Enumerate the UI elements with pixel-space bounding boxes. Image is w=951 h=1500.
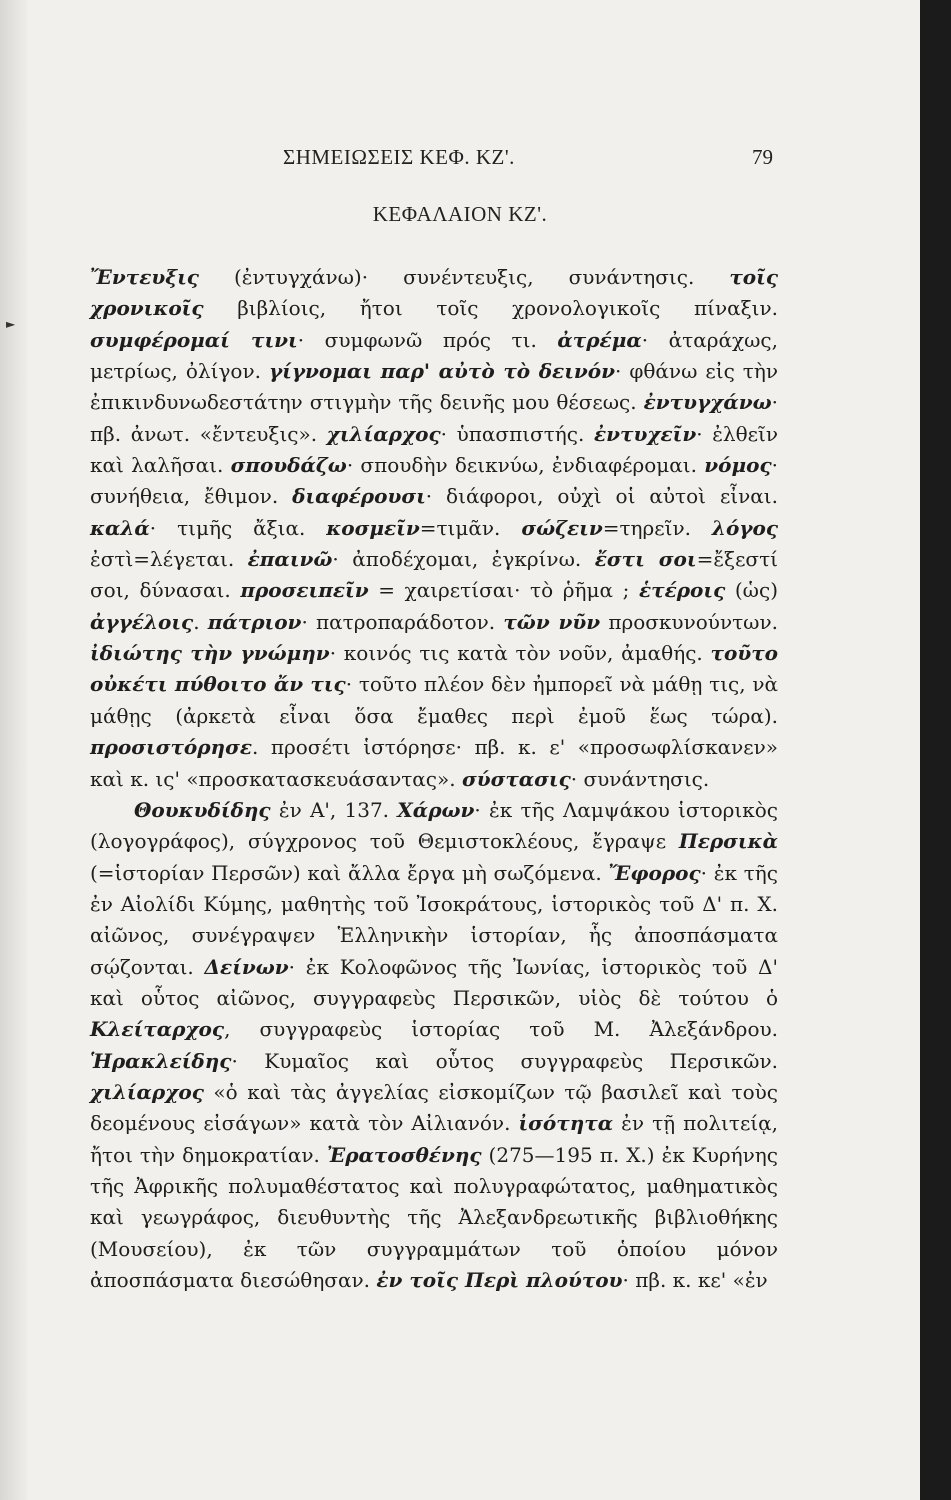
headword: Περσικὰ <box>678 829 778 854</box>
gloss-text: =τιμᾶν. <box>419 515 522 540</box>
gloss-text: «ὁ καὶ τὰς ἀγγελίας εἰσκομίζων τῷ βασιλεῖ καὶ τοὺς δεομένους εἰσάγων» κατὰ τὸν Αἰλιανόν. <box>90 1079 778 1136</box>
headword: Ἡρακλείδης <box>90 1048 232 1073</box>
gloss-text: , συγγραφεὺς ἱστορίας τοῦ Μ. Ἀλεξάνδρου. <box>224 1017 778 1042</box>
gloss-text: =ἔξεστί σοι, δύνασαι. <box>90 547 778 603</box>
headword: ἰδιώτης τὴν γνώμην <box>90 641 330 666</box>
gloss-text: · ἐκ Κολοφῶνος τῆς Ἰωνίας, ἱστορικὸς τοῦ Δ' καὶ οὗτος αἰῶνος, συγγραφεὺς Περσικῶν, υἱὸς δὲ τούτου ὁ <box>90 954 778 1010</box>
headword: Κλείταρχος <box>90 1017 225 1042</box>
gloss-text: προσκυνούντων. <box>600 609 778 634</box>
paragraph <box>90 795 778 1297</box>
gloss-text: · πβ. κ. κε' «ἐν <box>622 1268 768 1292</box>
headword: τοῦτο οὐκέτι πύθοιτο ἄν τις <box>90 641 778 697</box>
gloss-text: (ὡς) <box>725 578 778 603</box>
headword: πάτριον <box>207 609 302 634</box>
gloss-text: · συμφωνῶ πρός τι. <box>297 327 558 352</box>
gloss-text: · κοινός τις κατὰ τὸν νοῦν, ἀμαθής. <box>329 641 711 666</box>
gloss-text: · πβ. ἀνωτ. «ἔντευξις». <box>90 390 778 446</box>
headword: ἀγγέλοις <box>90 609 194 634</box>
gloss-text: · Κυμαῖος καὶ οὗτος συγγραφεὺς Περσικῶν. <box>231 1048 778 1073</box>
headword: καλά <box>90 515 150 540</box>
headword: διαφέρουσι <box>292 484 426 509</box>
chapter-title: ΚΕΦΑΛΑΙΟΝ ΚΖ'. <box>372 202 548 226</box>
gloss-text: · τιμῆς ἄξια. <box>149 515 327 540</box>
paragraph <box>90 262 778 795</box>
gloss-text: · συνήθεια, ἔθιμον. <box>90 453 778 509</box>
headword: ἑτέροις <box>638 578 726 603</box>
headword: σώζειν <box>521 515 603 540</box>
headword: χιλίαρχος <box>326 421 441 446</box>
margin-arrow-mark: ► <box>6 317 16 331</box>
gloss-text: · φθάνω εἰς τὴν ἐπικινδυνωδεστάτην στιγμὴν τῆς δεινῆς μου θέσεως. <box>90 359 778 415</box>
gloss-text: · ἀποδέχομαι, ἐγκρίνω. <box>332 547 595 572</box>
headword: Δείνων <box>204 954 289 979</box>
gloss-text: . προσέτι ἱστόρησε· πβ. κ. ε' «προσωφλίσκανεν» καὶ κ. ις' «προσκατασκευάσαντας». <box>90 735 778 791</box>
gloss-text: =τηρεῖν. <box>602 515 712 540</box>
headword: σπουδάζω <box>230 453 347 478</box>
headword: Ἔφορος <box>608 860 701 885</box>
headword: νόμος <box>704 453 772 478</box>
gloss-text: · ὑπασπιστής. <box>440 421 594 446</box>
headword: ἔστι σοι <box>594 547 697 572</box>
running-head <box>283 145 773 179</box>
headword: γίγνομαι παρ' αὐτὸ τὸ δεινόν <box>268 359 615 384</box>
gloss-text: = χαιρετίσαι· τὸ ῥῆμα ; <box>368 578 639 603</box>
running-title: ΣΗΜΕΙΩΣΕΙΣ ΚΕΦ. ΚΖ'. <box>283 145 515 169</box>
gloss-text: · σπουδὴν δεικνύω, ἐνδιαφέρομαι. <box>346 453 705 478</box>
page-number: 79 <box>752 145 773 169</box>
gloss-text: (275—195 π. Χ.) ἐκ Κυρήνης τῆς Ἀφρικῆς πολυμαθέστατος καὶ πολυγραφώτατος, μαθηματικὸς καὶ γεωγράφος, διευθυντὴς τῆς Ἀλεξανδρεωτικῆς βιβλιοθήκης (Μουσείου), ἐκ τῶν συγγραμμάτων τοῦ ὁποίου μόνον ἀποσπάσματα διεσώθησαν. <box>90 1142 778 1292</box>
gloss-text: · τοῦτο πλέον δὲν ἠμπορεῖ νὰ μάθῃ τις, νὰ μάθῃς (ἀρκετὰ εἶναι ὅσα ἔμαθες περὶ ἐμοῦ ἕως τώρα). <box>90 672 778 728</box>
headword: Ἔντευξις <box>90 265 199 289</box>
gloss-text: · πατροπαράδοτον. <box>301 609 504 634</box>
headword: ἀτρέμα <box>557 327 642 352</box>
gloss-text: · ἀταράχως, μετρίως, ὀλίγον. <box>90 327 778 384</box>
headword: προσειπεῖν <box>240 578 369 603</box>
headword: Ἐρατοσθένης <box>326 1142 482 1167</box>
headword: σύστασις <box>461 766 571 791</box>
headword: κοσμεῖν <box>326 515 420 540</box>
headword: Θουκυδίδης <box>134 797 271 822</box>
gloss-text: (ἐντυγχάνω)· συνέντευξις, συνάντησις. <box>198 265 730 289</box>
headword: ἐν τοῖς Περὶ πλούτου <box>376 1268 623 1292</box>
headword: χιλίαρχος <box>90 1079 204 1104</box>
scan-edge <box>920 0 951 1500</box>
gloss-text: · ἐλθεῖν καὶ λαλῆσαι. <box>90 421 778 478</box>
gloss-text: βιβλίοις, ἤτοι τοῖς χρονολογικοῖς πίναξιν. <box>203 296 778 321</box>
headword: ἐντυχεῖν <box>593 421 697 446</box>
headword: τῶν νῦν <box>503 609 601 634</box>
gloss-text: . <box>193 609 208 634</box>
headword: προσιστόρησε <box>90 735 252 760</box>
gloss-text: (=ἱστορίαν Περσῶν) καὶ ἄλλα ἔργα μὴ σωζόμενα. <box>90 860 609 885</box>
gloss-text: · συνάντησις. <box>570 766 710 791</box>
headword: συμφέρομαί τινι <box>90 327 298 352</box>
headword: τοῖς χρονικοῖς <box>90 265 778 321</box>
gloss-text: · διάφοροι, οὐχὶ οἱ αὐτοὶ εἶναι. <box>425 484 779 509</box>
headword: ἰσότητα <box>518 1111 614 1136</box>
headword: λόγος <box>711 515 779 540</box>
gloss-text: ἐν τῇ πολιτείᾳ, ἤτοι τὴν δημοκρατίαν. <box>90 1111 779 1167</box>
headword: Χάρων <box>397 797 475 822</box>
headword: ἐντυγχάνω <box>643 390 772 415</box>
gloss-text: · ἐκ τῆς Λαμψάκου ἱστορικὸς (λογογράφος), σύγχρονος τοῦ Θεμιστοκλέους, ἔγραψε <box>90 797 778 854</box>
headword: ἐπαινῶ <box>247 547 333 572</box>
gloss-text: ἐστὶ=λέγεται. <box>90 547 248 572</box>
gloss-text: ἐν Α', 137. <box>270 797 398 822</box>
notes-body <box>90 262 778 1296</box>
gloss-text: · ἐκ τῆς ἐν Αἰολίδι Κύμης, μαθητὴς τοῦ Ἰσοκράτους, ἱστορικὸς τοῦ Δ' π. Χ. αἰῶνος, συνέγραψεν Ἑλληνικὴν ἱστορίαν, ἧς ἀποσπάσματα σῴζονται. <box>90 860 778 979</box>
